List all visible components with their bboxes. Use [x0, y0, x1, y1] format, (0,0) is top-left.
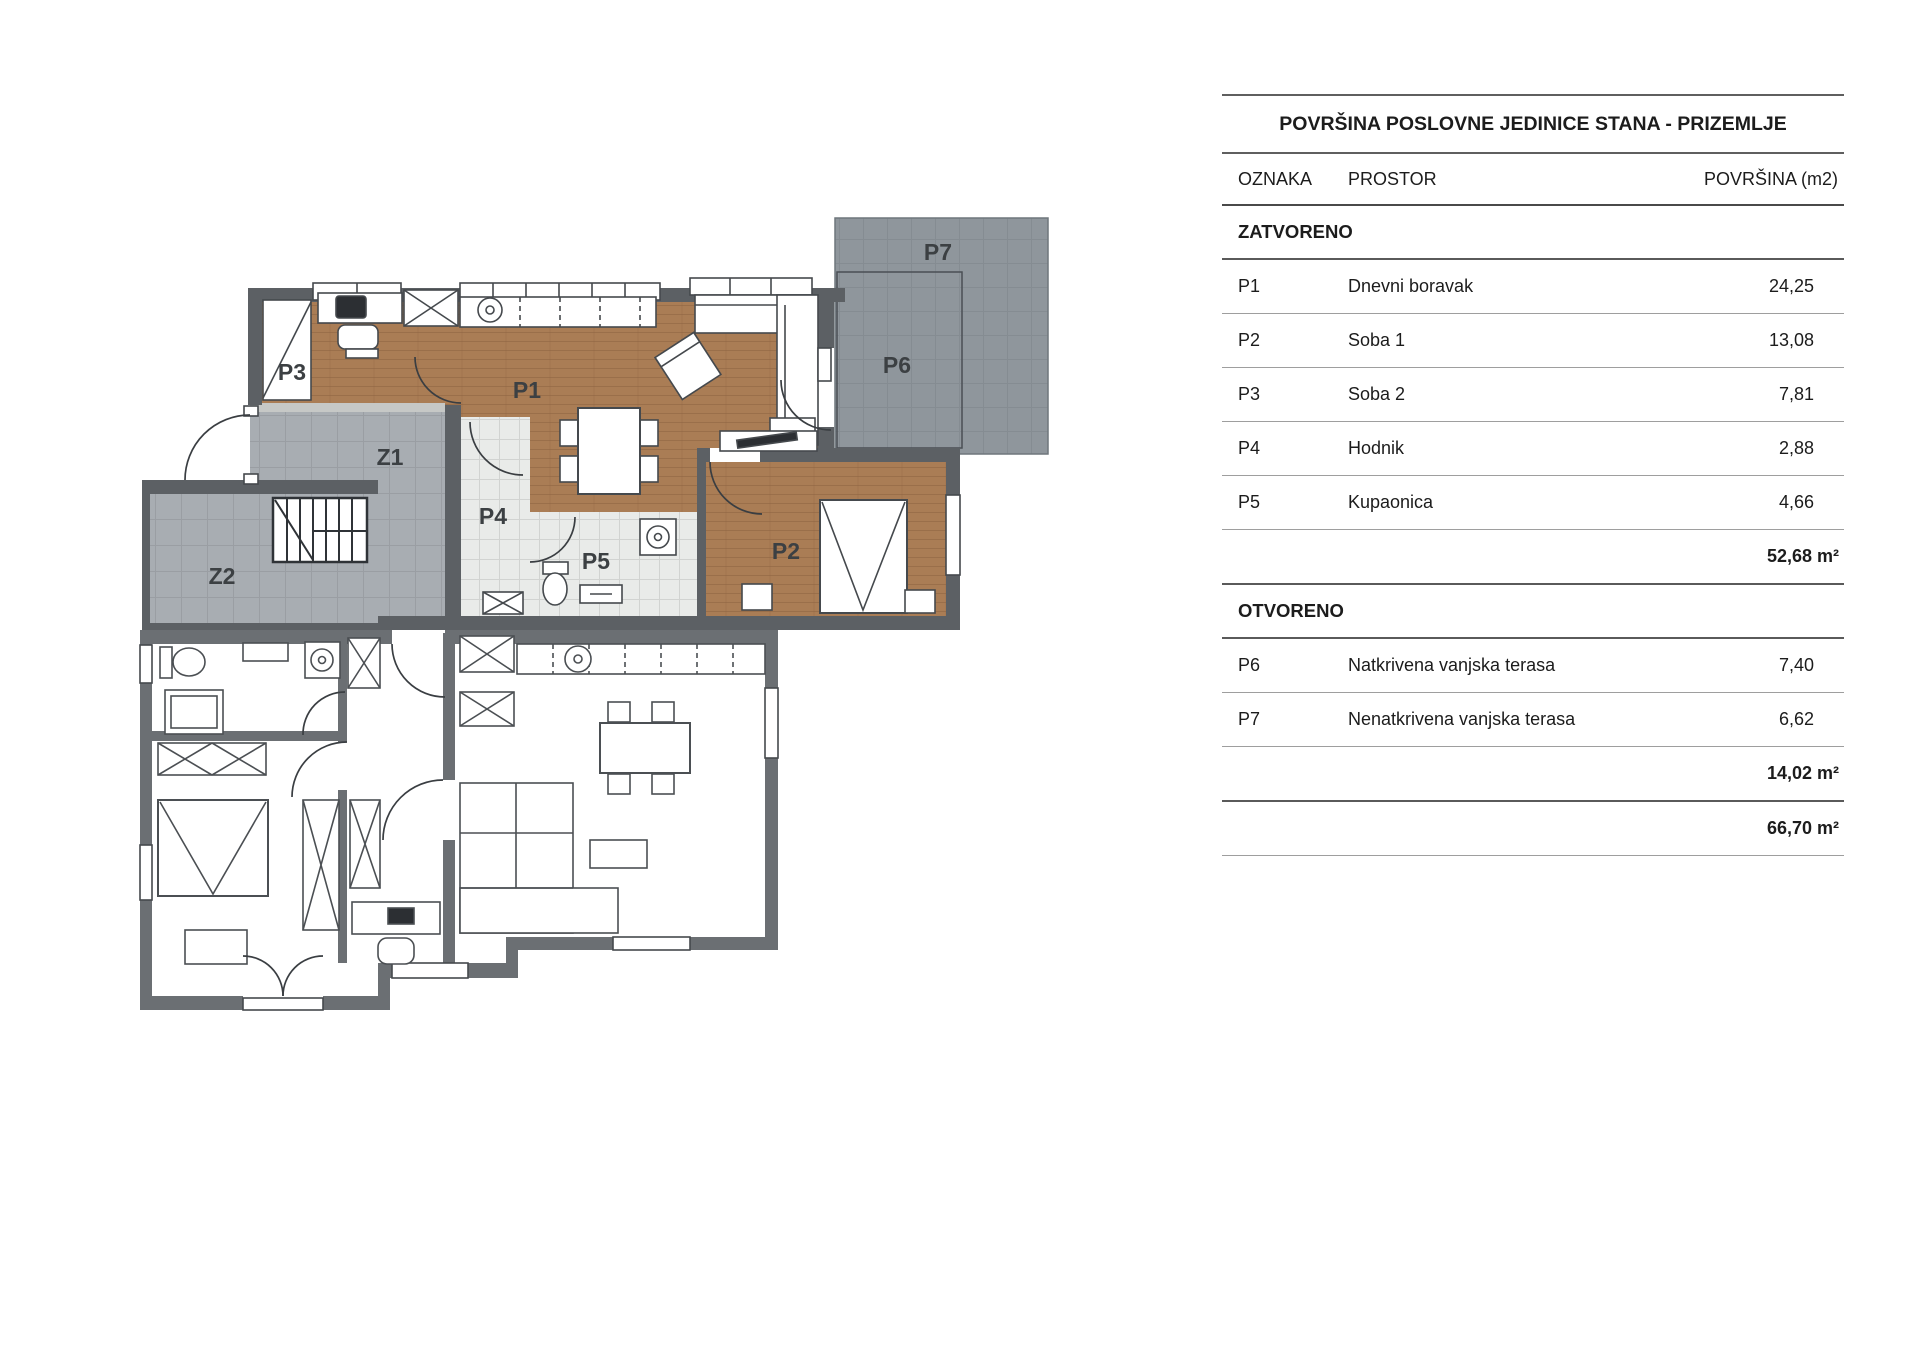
tall-wardrobe-1: [303, 800, 339, 930]
bathroom-sink: [580, 585, 622, 603]
section-otvoreno: OTVORENO: [1222, 585, 1844, 639]
kitchen-counter: [517, 644, 765, 674]
desk: [352, 902, 440, 964]
label-z2: Z2: [208, 563, 236, 589]
label-p3: P3: [277, 359, 307, 385]
label-z1: Z1: [376, 444, 404, 470]
label-p2: P2: [771, 538, 801, 564]
tv-sideboard: [720, 431, 817, 451]
dining-table: [600, 702, 690, 794]
row-name: Hodnik: [1348, 438, 1405, 458]
shower: [165, 690, 223, 734]
table-row: [1222, 314, 1844, 368]
col-header-area: POVRŠINA (m2): [1703, 168, 1838, 189]
table-row: [1222, 639, 1844, 693]
label-p1: P1: [512, 377, 542, 403]
kitchen-cabinets: [460, 636, 514, 726]
toilet: [543, 562, 568, 605]
label-p4: P4: [478, 503, 508, 529]
row-code: P2: [1238, 330, 1261, 350]
hall-cabinet: [483, 592, 523, 614]
label-p5: P5: [581, 548, 611, 574]
row-code: P6: [1238, 655, 1261, 675]
table-row: [1222, 368, 1844, 422]
table-row: [1222, 693, 1844, 747]
row-code: P3: [1238, 384, 1261, 404]
table-row: [1222, 476, 1844, 530]
label-p6: P6: [882, 352, 912, 378]
wall-shelf: [243, 643, 288, 661]
stairs: [273, 498, 367, 562]
dresser: [185, 930, 247, 964]
col-header-name: PROSTOR: [1348, 168, 1437, 189]
table-title: POVRŠINA POSLOVNE JEDINICE STANA - PRIZEMLJE: [1222, 94, 1844, 154]
row-name: Kupaonica: [1348, 492, 1434, 512]
terrace-z2: [142, 480, 378, 633]
wardrobe: [263, 300, 311, 400]
row-code: P4: [1238, 438, 1261, 458]
row-area: 2,88: [1778, 438, 1814, 458]
row-name: Natkrivena vanjska terasa: [1348, 655, 1556, 675]
table-row: [1222, 260, 1844, 314]
row-name: Nenatkrivena vanjska terasa: [1348, 709, 1576, 729]
table-row: [1222, 422, 1844, 476]
total-area: 66,70 m²: [1222, 802, 1844, 856]
washing-machine: [640, 519, 676, 555]
row-code: P7: [1238, 709, 1261, 729]
row-area: 24,25: [1768, 276, 1814, 296]
row-area: 7,40: [1778, 655, 1814, 675]
row-area: 6,62: [1778, 709, 1814, 729]
coffee-table: [590, 840, 647, 868]
table-header: [1222, 154, 1844, 206]
bedroom-wardrobe: [158, 743, 266, 775]
row-name: Soba 1: [1348, 330, 1406, 350]
row-area: 13,08: [1768, 330, 1814, 350]
tall-wardrobe-2: [350, 800, 380, 888]
col-header-code: OZNAKA: [1238, 168, 1313, 189]
lower-unit-furniture: [158, 636, 765, 964]
label-p7: P7: [923, 239, 953, 265]
row-code: P5: [1238, 492, 1261, 512]
terrace-door-leaf: [818, 348, 831, 381]
section-zatvoreno: ZATVORENO: [1222, 206, 1844, 260]
toilet: [160, 647, 205, 678]
double-bed: [158, 800, 268, 896]
subtotal-otvoreno: 14,02 m²: [1222, 747, 1844, 802]
row-code: P1: [1238, 276, 1261, 296]
row-name: Dnevni boravak: [1348, 276, 1474, 296]
row-name: Soba 2: [1348, 384, 1406, 404]
row-area: 4,66: [1778, 492, 1814, 512]
area-table: [1222, 94, 1844, 856]
row-area: 7,81: [1778, 384, 1814, 404]
washing-machine: [305, 642, 340, 678]
subtotal-zatvoreno: 52,68 m²: [1222, 530, 1844, 585]
hall-wardrobe: [348, 638, 380, 688]
